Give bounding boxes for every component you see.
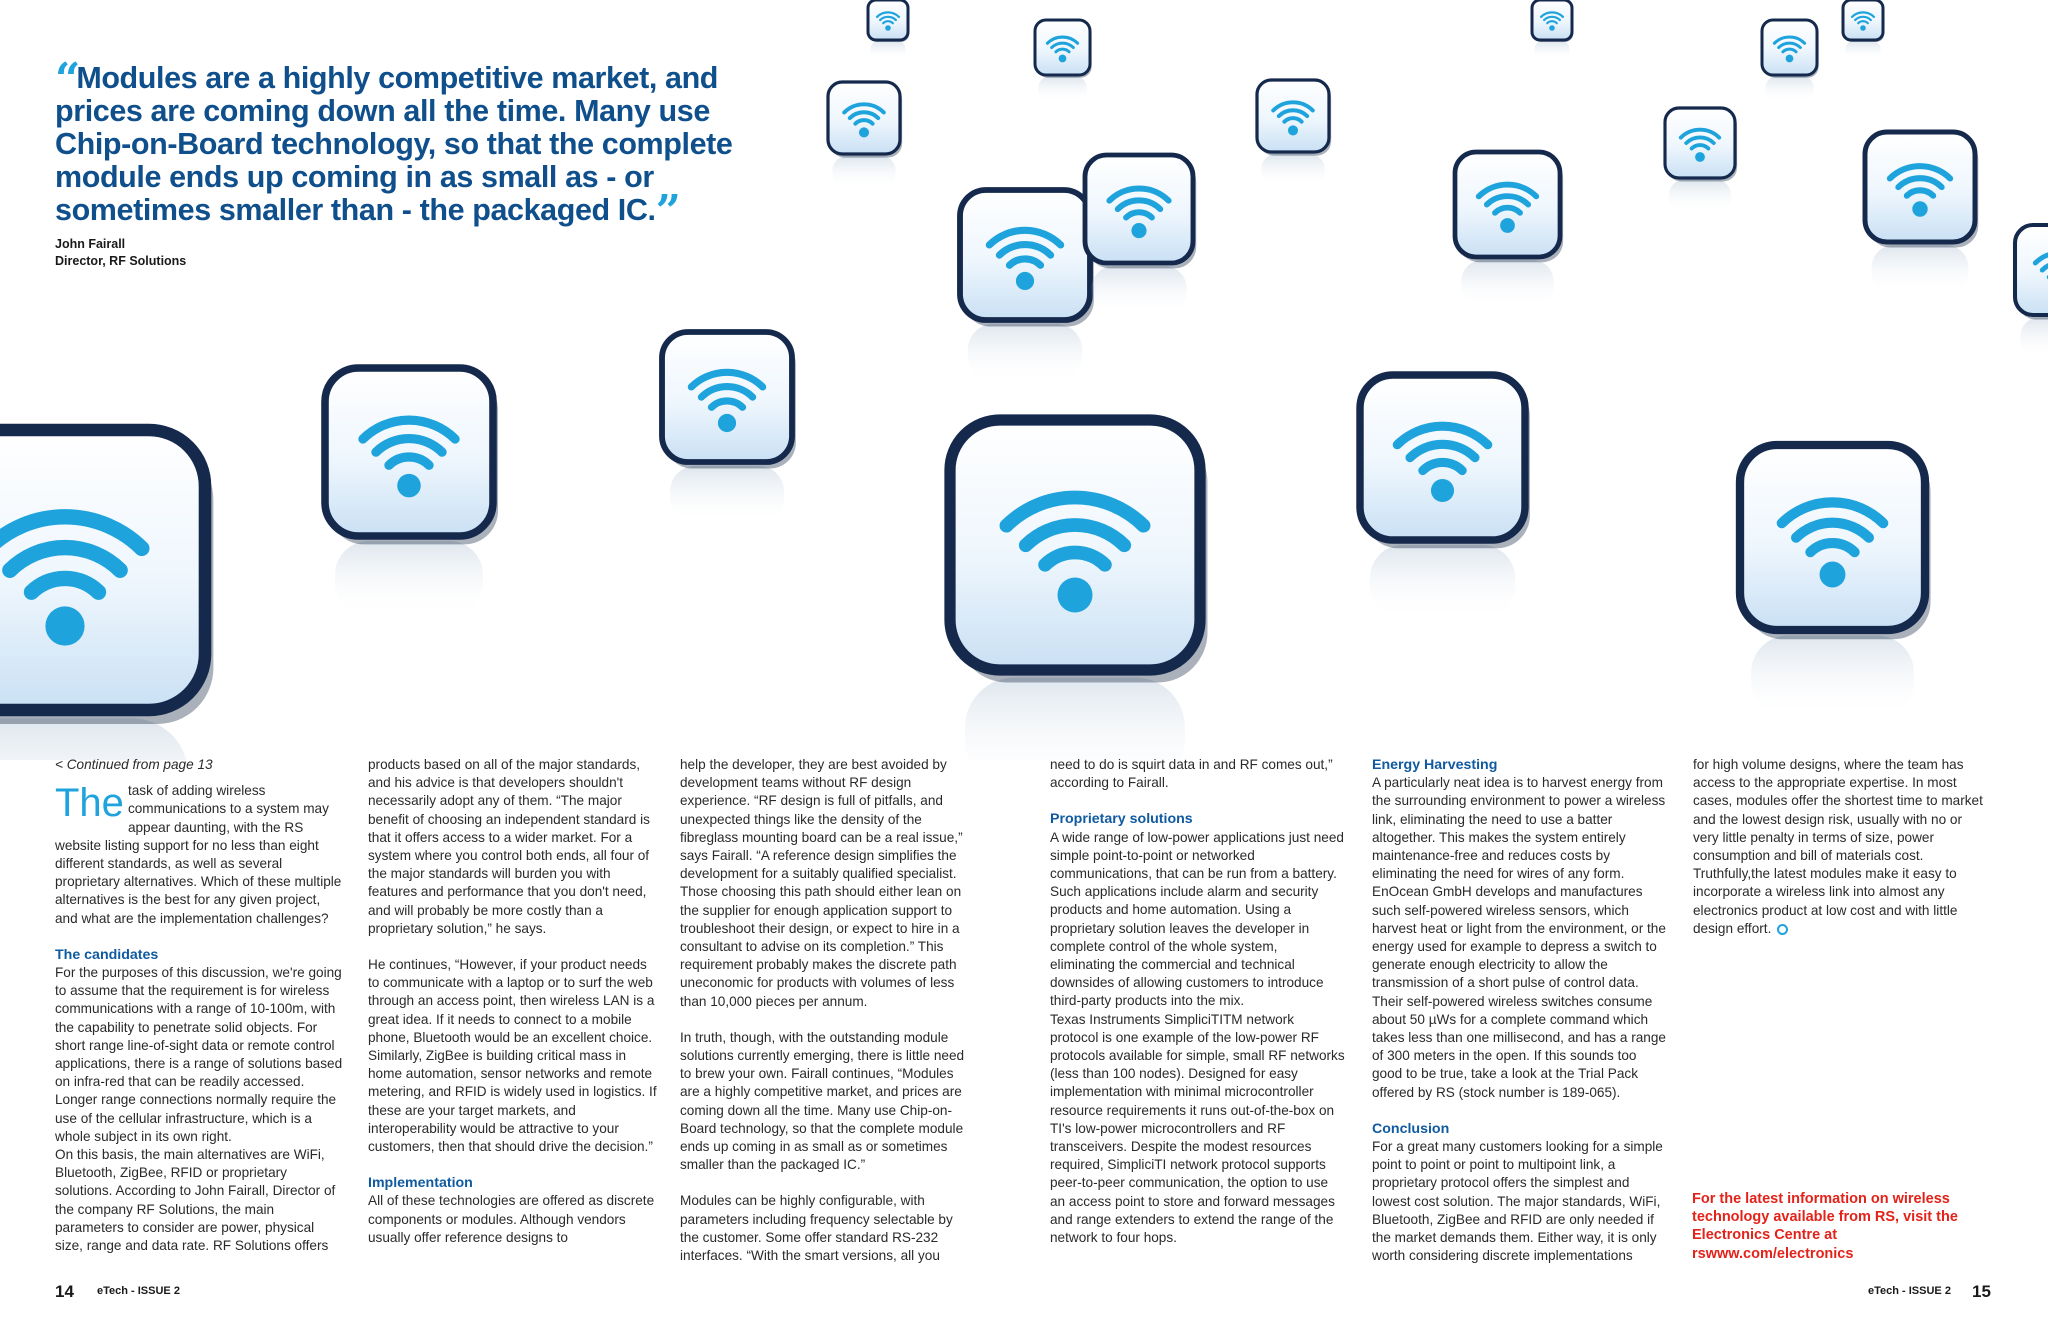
- article-column-3: [680, 756, 972, 1265]
- subhead-proprietary: Proprietary solutions: [1050, 811, 1193, 828]
- end-mark-icon: [1777, 924, 1788, 935]
- article-column-4: [1050, 756, 1346, 1247]
- wifi-icon: [0, 430, 213, 760]
- closing-text: for high volume designs, where the team has access to the appropriate expertise. In most cases, modules offer the shortest time to market and the lowest design risk, usually with no or very little penalty in terms of size, power consumption and bill of materials cost. Truthfully,the latest modules make it easy to incorporate a wireless link into almost any electronics product at low cost and with little design effort.: [1693, 757, 1983, 936]
- paragraph: A particularly neat idea is to harvest energy from the surrounding environment to power a wireless link, eliminating the need to use a batter altogether. This makes the system entirely maintenance-free and reduces costs by eliminating the need for wires of any form. EnOcean GmbH develops and manufactures such self-powered wireless sensors, which harvest heat or light from the environment, or the energy used for example to depress a switch to generate enough electricity to allow the transmission of a short pulse of control data. Their self-powered wireless switches consume about 50 µWs for a complete command which takes less than one millisecond, and has a range of 300 meters in the open. If this sounds too good to be true, take a look at the Trial Pack offered by RS (stock number is 189-065).: [1372, 775, 1666, 1100]
- subhead-candidates: The candidates: [55, 946, 159, 963]
- continued-note: < Continued from page 13: [55, 757, 213, 772]
- wifi-icon: [662, 332, 796, 524]
- issue-label-left: eTech - ISSUE 2: [97, 1285, 180, 1297]
- pull-quote-text: Modules are a highly competitive market, and prices are coming down all the time. Many use Chip-on-Board technology, so that the complete module ends up coming in as small as - or sometimes smaller than - the packaged IC.: [55, 61, 733, 227]
- paragraph: For the purposes of this discussion, we're going to assume that the requirement is for wireless communications with a range of 10-100m, with the capability to penetrate solid objects. For short range line-of-sight data or remote control applications, there is a range of solutions based on infra-red that can be readily accessed. Longer range connections normally require the use of the cellular infrastructure, which is a whole subject in its own right.: [55, 965, 343, 1144]
- article-column-5: [1372, 756, 1670, 1265]
- wifi-icon: [950, 420, 1208, 760]
- paragraph: need to do is squirt data in and RF comes out,” according to Fairall.: [1050, 757, 1333, 791]
- wifi-icon: [1455, 152, 1563, 307]
- intro-text: task of adding wireless communications to a system may appear daunting, with the RS website listing support for no less than eight different standards, as well as several proprietary alternatives. Which of these multiple alternatives is the best for any given project, and what are the implementation challenges?: [55, 783, 342, 926]
- pull-quote: [55, 54, 775, 237]
- wifi-icon: [2015, 225, 2048, 358]
- close-quote-mark: ”: [655, 186, 677, 237]
- paragraph: Texas Instruments SimpliciTITM network protocol is one example of the low-power RF protocols available for simple, small RF networks (less than 100 nodes). Designed for easy implementation with minimal microcontroller resource requirements it runs out-of-the-box on TI's low-power microcontrollers and RF transceivers. Despite the modest resources required, SimpliciTI network protocol supports peer-to-peer communication, the option to use an access point to store and forward messages and range extenders to extend the range of the network to four hops.: [1050, 1011, 1345, 1246]
- paragraph: A wide range of low-power applications just need simple point-to-point or networked communications, that can be run from a battery. Such applications include alarm and security products and home automation. Using a proprietary solution leaves the developer in complete control of the whole system, eliminating the commercial and technical downsides of allowing customers to introduce third-party products into the mix.: [1050, 829, 1344, 1009]
- wifi-icon: [868, 0, 909, 59]
- wifi-icon: [1865, 132, 1978, 295]
- article-column-6: [1693, 756, 1983, 938]
- wifi-icon: [325, 368, 498, 617]
- paragraph: Modules can be highly configurable, with parameters including frequency selectable by the customer. Some offer standard RS-232 interfaces. “With the smart versions, all you: [680, 1193, 953, 1264]
- issue-label-right: eTech - ISSUE 2: [1868, 1285, 1951, 1297]
- subhead-conclusion: Conclusion: [1372, 1120, 1450, 1137]
- attribution-title: Director, RF Solutions: [55, 254, 187, 268]
- subhead-implementation: Implementation: [368, 1175, 473, 1192]
- quote-attribution: [55, 236, 186, 270]
- wifi-icon: [1360, 375, 1530, 619]
- paragraph: For a great many customers looking for a simple point to point or point to multipoint link, a proprietary protocol offers the simplest and lowest cost solution. The major standards, WiFi, Bluetooth, ZigBee and RFID are only needed if the market demands them. Either way, it is only worth considering discrete implementations: [1372, 1139, 1663, 1264]
- page-number-left: 14: [55, 1282, 74, 1301]
- paragraph: help the developer, they are best avoided by development teams without RF design experience. “RF design is full of pitfalls, and unexpected things like the density of the fibreglass mounting board can be a real issue,” says Fairall. “A reference design simplifies the development for a suitably qualified specialist. Those choosing this path should either lean on the supplier for enough application support to troubleshoot their design, or expect to hire in a consultant to advise on its completion.” This requirement probably makes the discrete path uneconomic for products with volumes of less than 10,000 pieces per annum.: [680, 757, 963, 1009]
- wifi-icon: [1762, 20, 1819, 101]
- wifi-icon: [1532, 0, 1573, 59]
- wifi-icon: [1665, 108, 1737, 212]
- paragraph: products based on all of the major standards, and his advice is that developers shouldn't necessarily adopt any of them. “The major benefit of choosing an independent standard is that it offers access to a wider market. For a system where you control both ends, all four of the major standards will burden you with features and performance that you don't need, and will probably be more costly than a proprietary solution,” he says.: [368, 757, 650, 936]
- paragraph: All of these technologies are offered as discrete components or modules. Although vendors usually offer reference designs to: [368, 1193, 655, 1245]
- article-column-2: [368, 756, 660, 1247]
- wifi-icon: [1843, 0, 1884, 59]
- paragraph: He continues, “However, if your product needs to communicate with a laptop or to surf the web through an access point, then wireless LAN is a great idea. If it needs to connect to a mobile phone, Bluetooth would be an excellent choice. Similarly, ZigBee is building critical mass in home automation, sensor networks and remote metering, and RFID is widely used in logistics. If these are your target markets, and interoperability would be attractive to your customers, then that should drive the decision.”: [368, 957, 657, 1155]
- wifi-icon: [1257, 80, 1331, 187]
- paragraph: On this basis, the main alternatives are WiFi, Bluetooth, ZigBee, RFID or proprietary solutions. According to John Fairall, Director of the company RF Solutions, the main parameters to consider are power, physical size, range and data rate. RF Solutions offers: [55, 1147, 336, 1254]
- wifi-icon: [1740, 445, 1931, 719]
- attribution-name: John Fairall: [55, 237, 126, 251]
- promo-callout: For the latest information on wireless technology available from RS, visit the Electronics Centre at rswww.com/electronics: [1692, 1191, 1958, 1262]
- open-quote-mark: “: [55, 54, 77, 105]
- subhead-energy-harvesting: Energy Harvesting: [1372, 757, 1498, 773]
- article-column-1: [55, 756, 345, 1255]
- wifi-icon: [960, 190, 1094, 382]
- paragraph: In truth, though, with the outstanding module solutions currently emerging, there is little need to brew your own. Fairall continues, “Modules are a highly competitive market, and prices are coming down all the time. Many use Chip-on-Board technology, so that the complete module ends up coming in as small as or sometimes smaller than the packaged IC.”: [680, 1029, 965, 1173]
- wifi-icon: [1035, 20, 1092, 101]
- intro-paragraph: [55, 782, 345, 928]
- page-number-right: 15: [1972, 1282, 1991, 1301]
- drop-cap: The: [55, 781, 124, 826]
- paragraph: [1693, 756, 1983, 938]
- wifi-icon: [1085, 155, 1196, 315]
- wifi-icon: [828, 82, 902, 189]
